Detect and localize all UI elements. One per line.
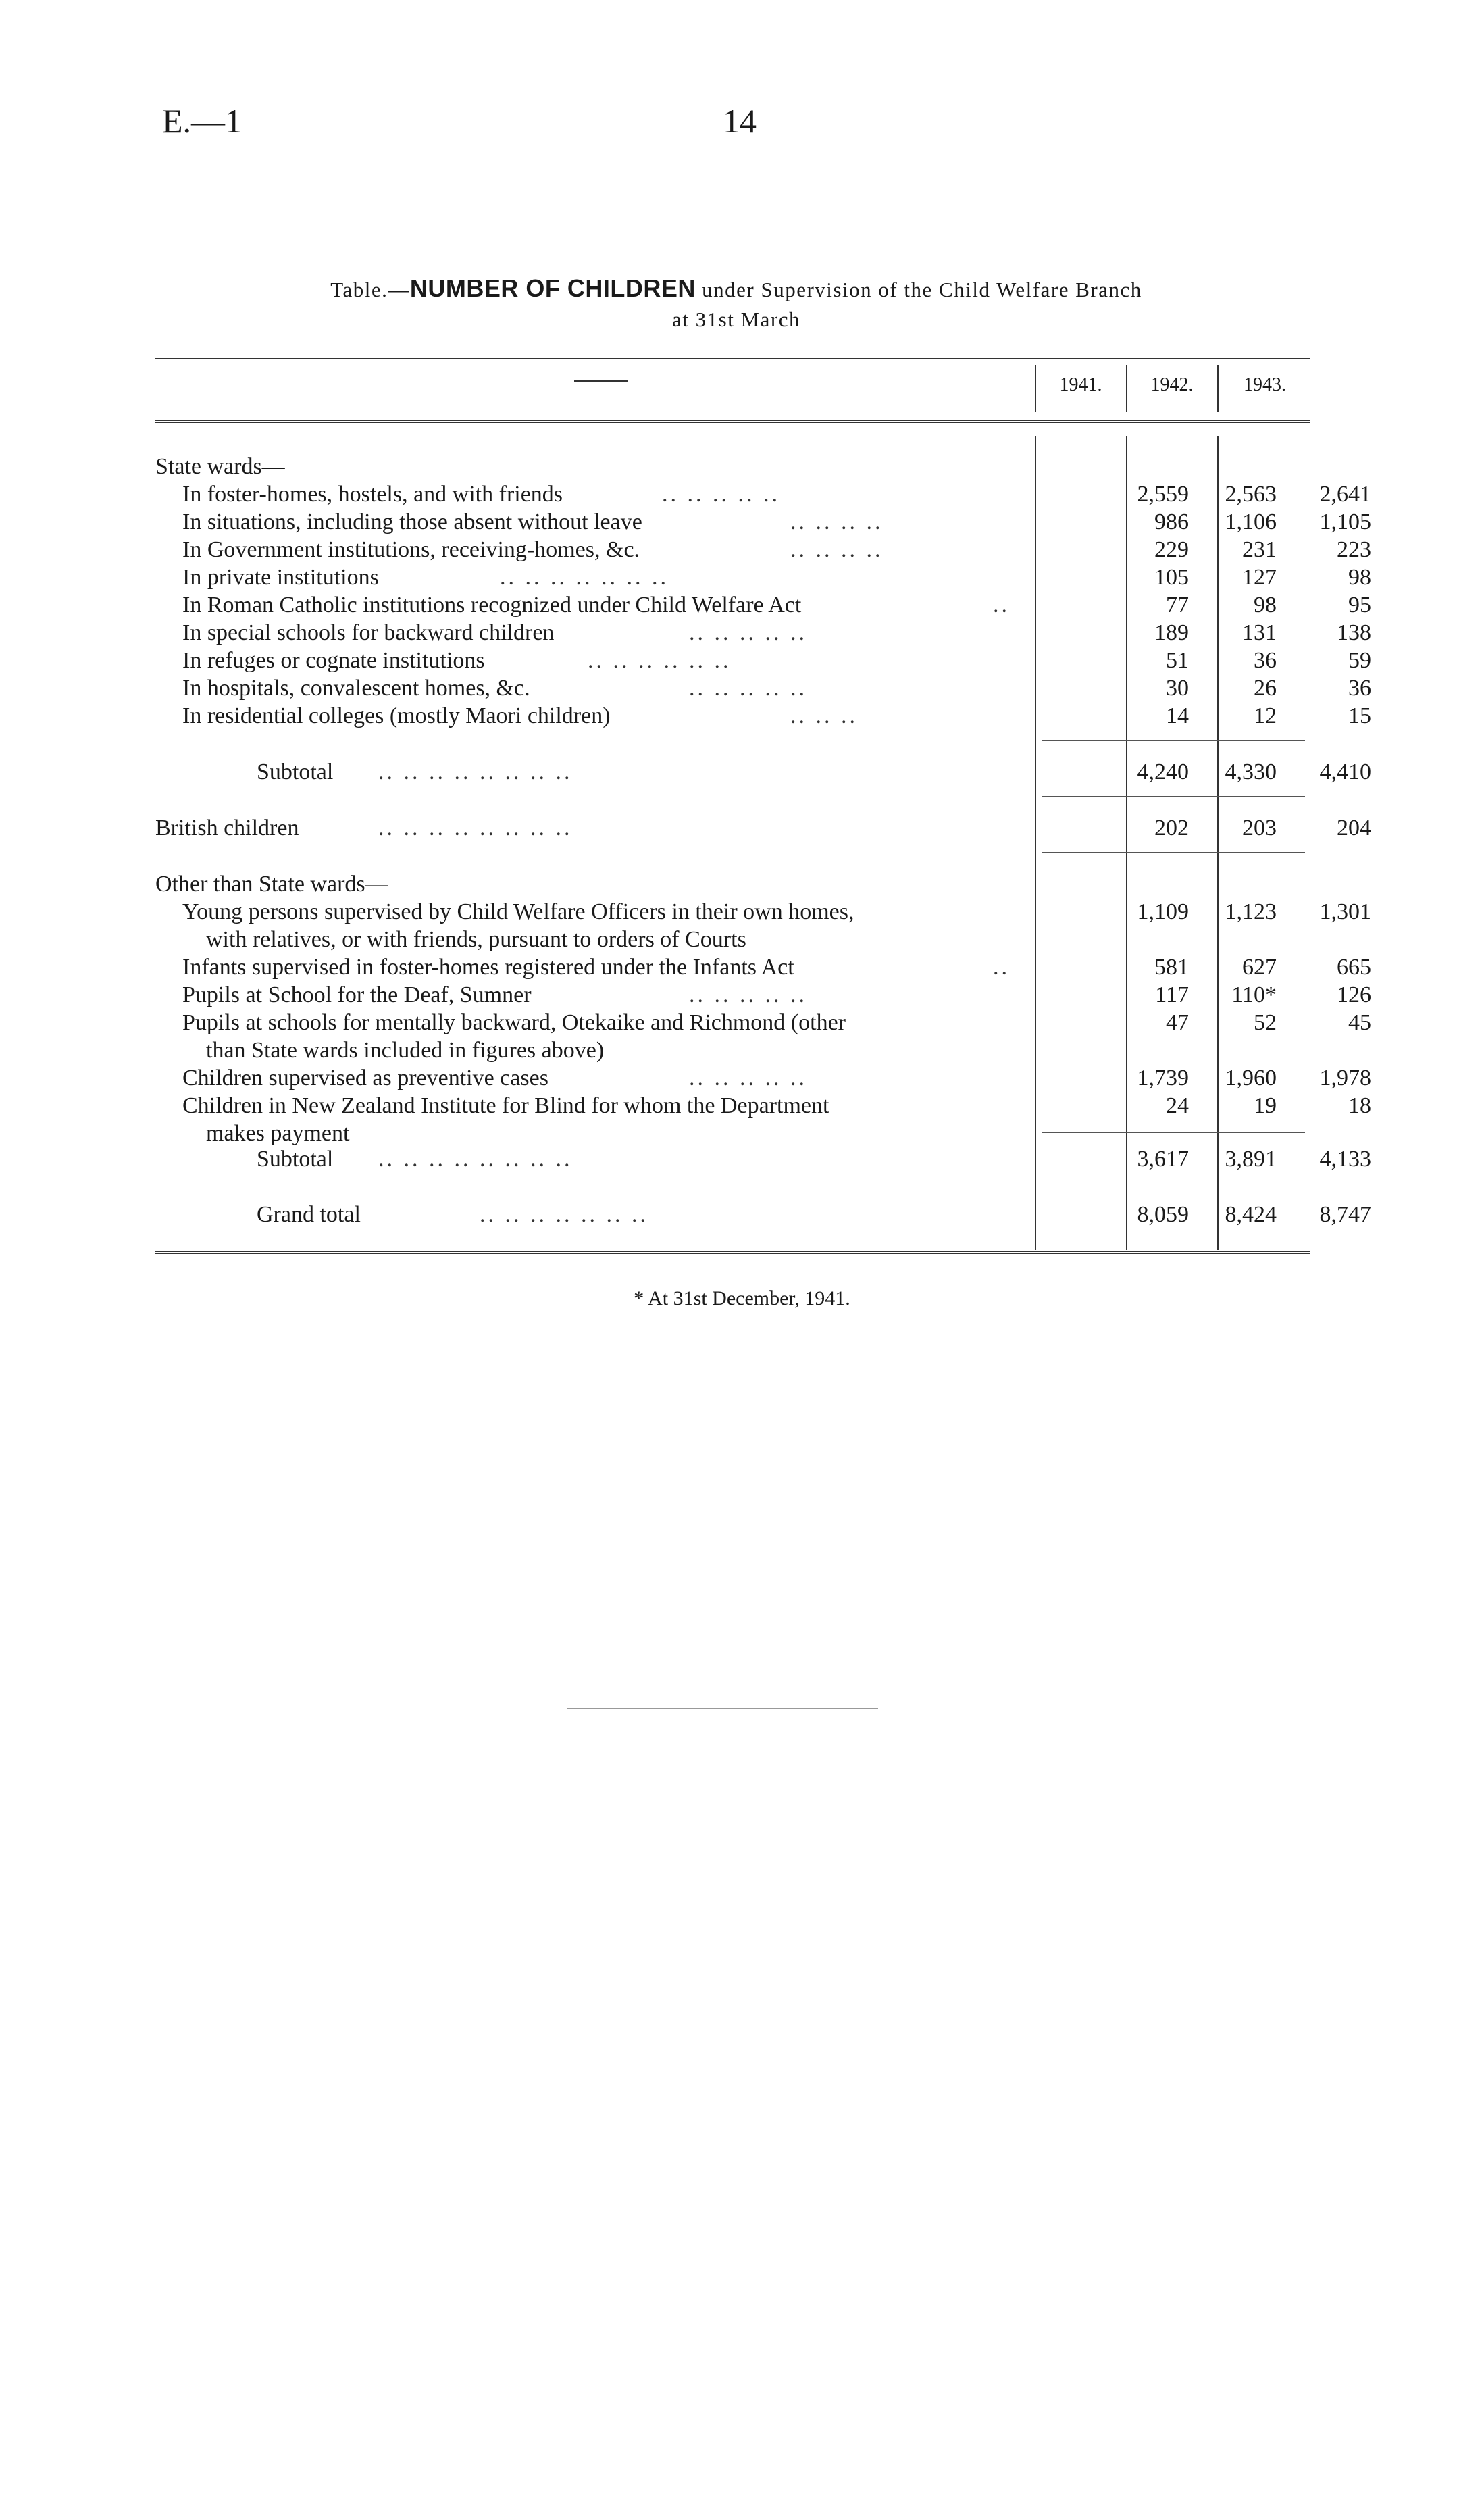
row-label: Young persons supervised by Child Welfare Officers in their own homes, — [182, 899, 854, 924]
leader-dots: .. .. .. .. — [790, 509, 884, 534]
col-head-1943: 1943. — [1244, 374, 1286, 395]
title-rest: under Supervision of the Child Welfare Branch — [695, 278, 1142, 301]
row-label: In situations, including those absent without leave — [182, 509, 642, 534]
title-bold: NUMBER OF CHILDREN — [409, 274, 696, 302]
value-1941: 51 — [1166, 648, 1189, 673]
row-label: Grand total — [257, 1202, 361, 1227]
value-1942: 627 — [1242, 955, 1277, 980]
table-row — [155, 1009, 1371, 1036]
table-title-line1 — [149, 274, 1324, 305]
value-1942: 98 — [1254, 593, 1277, 618]
value-1943: 223 — [1337, 537, 1371, 562]
value-1942: 110* — [1231, 982, 1277, 1007]
state-wards-subtotal-row — [155, 758, 1371, 786]
table-row — [155, 480, 1371, 508]
value-1941: 24 — [1166, 1093, 1189, 1118]
value-1943: 4,410 — [1319, 759, 1371, 784]
leader-dots: .. .. .. .. .. .. .. — [480, 1202, 648, 1227]
row-label: In residential colleges (mostly Maori children) — [182, 703, 611, 728]
table-row — [155, 536, 1371, 563]
subtotal-rule — [1042, 796, 1305, 797]
value-1942: 4,330 — [1225, 759, 1277, 784]
table-title-line2: at 31st March — [672, 307, 800, 331]
value-1941: 202 — [1154, 816, 1189, 841]
value-1941: 47 — [1166, 1010, 1189, 1035]
table-row — [155, 591, 1371, 619]
other-heading: Other than State wards— — [155, 872, 388, 897]
value-1943: 2,641 — [1319, 482, 1371, 507]
value-1943: 204 — [1337, 816, 1371, 841]
value-1941: 1,739 — [1137, 1066, 1189, 1091]
title-prefix: Table.— — [330, 278, 410, 301]
leader-dots: .. .. .. .. .. .. — [588, 648, 732, 673]
row-label: Infants supervised in foster-homes registered under the Infants Act — [182, 955, 794, 980]
leader-dots: .. .. .. — [790, 703, 858, 728]
value-1941: 8,059 — [1137, 1202, 1189, 1227]
value-1941: 14 — [1166, 703, 1189, 728]
subtotal-rule — [1042, 1132, 1305, 1133]
table-row — [155, 702, 1371, 730]
row-label: In hospitals, convalescent homes, &c. — [182, 676, 530, 701]
row-label: Children supervised as preventive cases — [182, 1066, 548, 1091]
value-1943: 15 — [1348, 703, 1371, 728]
row-label: British children — [155, 816, 299, 841]
table-top-rule — [155, 358, 1310, 359]
row-label: In private institutions — [182, 565, 379, 590]
row-label: Children in New Zealand Institute for Blind for whom the Department — [182, 1093, 829, 1118]
value-1942: 3,891 — [1225, 1147, 1277, 1172]
row-label: Pupils at schools for mentally backward, Otekaike and Richmond (other — [182, 1010, 846, 1035]
leader-dots: .. .. .. .. .. .. .. .. — [378, 816, 573, 841]
table-title — [149, 274, 1324, 334]
value-1943: 95 — [1348, 593, 1371, 618]
value-1942: 131 — [1242, 620, 1277, 645]
row-label-continued: with relatives, or with friends, pursuant to orders of Courts — [206, 927, 746, 952]
value-1943: 45 — [1348, 1010, 1371, 1035]
value-1941: 581 — [1154, 955, 1189, 980]
value-1943: 4,133 — [1319, 1147, 1371, 1172]
other-subtotal-row — [155, 1145, 1371, 1173]
report-code: E.—1 — [162, 102, 242, 140]
row-label: In foster-homes, hostels, and with friends — [182, 482, 563, 507]
stub-head-dash — [574, 380, 628, 382]
value-1943: 59 — [1348, 648, 1371, 673]
value-1943: 126 — [1337, 982, 1371, 1007]
state-wards-heading-row — [155, 453, 1310, 480]
value-1943: 1,105 — [1319, 509, 1371, 534]
footnote: * At 31st December, 1941. — [634, 1287, 850, 1309]
table-row — [155, 1092, 1371, 1120]
page-number: 14 — [723, 102, 757, 140]
row-label: In refuges or cognate institutions — [182, 648, 485, 673]
value-1942: 1,123 — [1225, 899, 1277, 924]
row-label: In Government institutions, receiving-homes, &c. — [182, 537, 640, 562]
row-label: Pupils at School for the Deaf, Sumner — [182, 982, 532, 1007]
row-label: Subtotal — [257, 759, 334, 784]
col-head-1941: 1941. — [1059, 374, 1102, 395]
table-row-continued — [155, 1120, 1310, 1147]
row-label: In special schools for backward children — [182, 620, 555, 645]
row-label: In Roman Catholic institutions recognized under Child Welfare Act — [182, 593, 802, 618]
row-label-continued: makes payment — [206, 1121, 350, 1146]
table-row — [155, 1064, 1371, 1092]
row-label: Subtotal — [257, 1147, 334, 1172]
table-bottom-rule — [155, 1251, 1310, 1254]
col-rule-head-3 — [1217, 365, 1219, 412]
value-1941: 986 — [1154, 509, 1189, 534]
value-1943: 665 — [1337, 955, 1371, 980]
table-row — [155, 647, 1371, 674]
value-1942: 12 — [1254, 703, 1277, 728]
value-1942: 8,424 — [1225, 1202, 1277, 1227]
children-table — [155, 358, 1371, 1263]
value-1941: 117 — [1155, 982, 1189, 1007]
value-1942: 19 — [1254, 1093, 1277, 1118]
value-1942: 1,960 — [1225, 1066, 1277, 1091]
table-row-continued — [155, 926, 1310, 953]
british-rule — [1042, 852, 1305, 853]
table-row — [155, 563, 1371, 591]
row-label-continued: than State wards included in figures above) — [206, 1038, 605, 1063]
leader-dots: .. .. .. .. .. — [689, 982, 807, 1007]
value-1942: 2,563 — [1225, 482, 1277, 507]
table-row-continued — [155, 1036, 1310, 1064]
value-1942: 36 — [1254, 648, 1277, 673]
value-1941: 3,617 — [1137, 1147, 1189, 1172]
table-row — [155, 508, 1371, 536]
value-1942: 231 — [1242, 537, 1277, 562]
leader-dots: .. .. .. .. .. .. .. .. — [378, 1147, 573, 1172]
table-row — [155, 674, 1371, 702]
value-1942: 203 — [1242, 816, 1277, 841]
value-1943: 18 — [1348, 1093, 1371, 1118]
leader-dots: .. .. .. .. .. — [689, 676, 807, 701]
value-1943: 1,301 — [1319, 899, 1371, 924]
leader-dots: .. .. .. .. .. .. .. — [500, 565, 669, 590]
value-1941: 2,559 — [1137, 482, 1189, 507]
leader-dots: .. .. .. .. .. — [689, 620, 807, 645]
value-1943: 138 — [1337, 620, 1371, 645]
value-1941: 105 — [1154, 565, 1189, 590]
table-row — [155, 981, 1371, 1009]
state-wards-heading: State wards— — [155, 454, 285, 479]
value-1943: 36 — [1348, 676, 1371, 701]
british-row — [155, 814, 1371, 842]
table-row — [155, 953, 1371, 981]
col-head-1942: 1942. — [1150, 374, 1194, 395]
value-1941: 77 — [1166, 593, 1189, 618]
col-rule-head-1 — [1035, 365, 1036, 412]
value-1941: 189 — [1154, 620, 1189, 645]
value-1942: 1,106 — [1225, 509, 1277, 534]
value-1943: 98 — [1348, 565, 1371, 590]
grand-total-row — [155, 1201, 1371, 1228]
value-1943: 1,978 — [1319, 1066, 1371, 1091]
table-row — [155, 898, 1371, 926]
header-bottom-rule — [155, 420, 1310, 423]
value-1941: 229 — [1154, 537, 1189, 562]
value-1941: 1,109 — [1137, 899, 1189, 924]
subtotal-rule — [1042, 740, 1305, 741]
value-1942: 52 — [1254, 1010, 1277, 1035]
other-heading-row — [155, 870, 1310, 898]
leader-dots: .. .. .. .. .. — [662, 482, 780, 507]
table-row — [155, 619, 1371, 647]
stray-rule-mark — [567, 1708, 878, 1709]
value-1941: 4,240 — [1137, 759, 1189, 784]
col-rule-head-2 — [1126, 365, 1127, 412]
value-1942: 26 — [1254, 676, 1277, 701]
value-1942: 127 — [1242, 565, 1277, 590]
value-1941: 30 — [1166, 676, 1189, 701]
leader-dots: .. .. .. .. .. .. .. .. — [378, 759, 573, 784]
leader-dots: .. — [993, 955, 1010, 980]
leader-dots: .. .. .. .. .. — [689, 1066, 807, 1091]
leader-dots: .. — [993, 593, 1010, 618]
value-1943: 8,747 — [1319, 1202, 1371, 1227]
leader-dots: .. .. .. .. — [790, 537, 884, 562]
